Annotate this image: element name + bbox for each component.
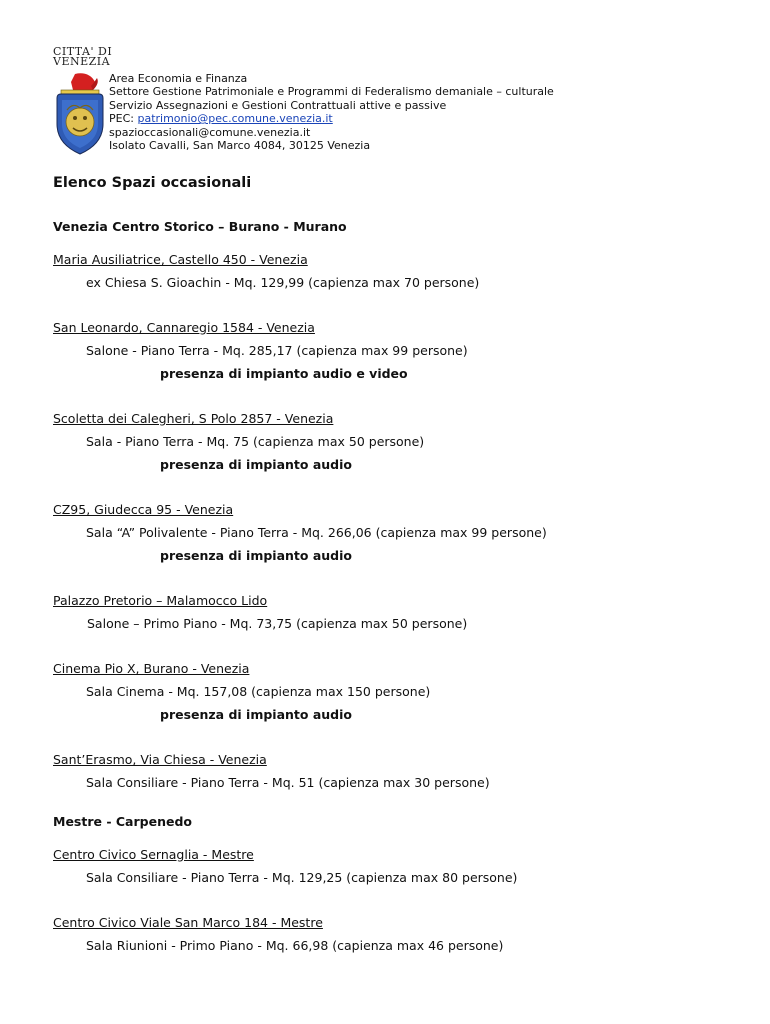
pec-label: PEC: bbox=[109, 112, 138, 126]
venue-feature: presenza di impianto audio bbox=[160, 457, 352, 472]
header-address: Isolato Cavalli, San Marco 4084, 30125 Venezia bbox=[109, 139, 371, 153]
venue-detail: ex Chiesa S. Gioachin - Mq. 129,99 (capienza max 70 persone) bbox=[86, 275, 480, 290]
header-line-servizio: Servizio Assegnazioni e Gestioni Contrattuali attive e passive bbox=[109, 98, 447, 112]
venue-name: San Leonardo, Cannaregio 1584 - Venezia bbox=[53, 320, 315, 335]
city-crest-icon bbox=[53, 72, 107, 156]
venue-detail: Sala Cinema - Mq. 157,08 (capienza max 150 persone) bbox=[86, 684, 431, 699]
venue-name: Cinema Pio X, Burano - Venezia bbox=[53, 661, 250, 676]
section-heading-mestre: Mestre - Carpenedo bbox=[53, 814, 192, 829]
venue-detail: Salone - Piano Terra - Mq. 285,17 (capienza max 99 persone) bbox=[86, 343, 468, 358]
header-pec bbox=[109, 112, 554, 125]
venue-name: CZ95, Giudecca 95 - Venezia bbox=[53, 502, 234, 517]
venue-detail: Sala - Piano Terra - Mq. 75 (capienza max 50 persone) bbox=[86, 434, 425, 449]
logo-line-2: VENEZIA bbox=[53, 55, 111, 68]
venue-feature: presenza di impianto audio bbox=[160, 707, 352, 722]
venue-feature: presenza di impianto audio bbox=[160, 548, 352, 563]
venue-name: Centro Civico Viale San Marco 184 - Mestre bbox=[53, 915, 323, 930]
office-header bbox=[109, 72, 554, 152]
pec-email-link[interactable]: patrimonio@pec.comune.venezia.it bbox=[137, 112, 333, 126]
section-heading-venezia: Venezia Centro Storico – Burano - Murano bbox=[53, 219, 347, 234]
venue-detail: Sala Consiliare - Piano Terra - Mq. 129,25 (capienza max 80 persone) bbox=[86, 870, 518, 885]
venue-name: Maria Ausiliatrice, Castello 450 - Venezia bbox=[53, 252, 308, 267]
header-line-area: Area Economia e Finanza bbox=[109, 72, 248, 85]
venue-detail: Sala Consiliare - Piano Terra - Mq. 51 (capienza max 30 persone) bbox=[86, 775, 490, 790]
city-logo-text bbox=[53, 47, 113, 67]
header-email: spazioccasionali@comune.venezia.it bbox=[109, 125, 311, 139]
venue-detail: Sala “A” Polivalente - Piano Terra - Mq. 266,06 (capienza max 99 persone) bbox=[86, 525, 547, 540]
venue-name: Palazzo Pretorio – Malamocco Lido bbox=[53, 593, 268, 608]
logo-line-1: CITTA' DI bbox=[53, 45, 113, 58]
venue-detail: Salone – Primo Piano - Mq. 73,75 (capienza max 50 persone) bbox=[87, 616, 468, 631]
venue-feature: presenza di impianto audio e video bbox=[160, 366, 408, 381]
venue-name: Sant’Erasmo, Via Chiesa - Venezia bbox=[53, 752, 267, 767]
header-line-settore: Settore Gestione Patrimoniale e Programmi di Federalismo demaniale – culturale bbox=[109, 85, 554, 99]
venue-detail: Sala Riunioni - Primo Piano - Mq. 66,98 (capienza max 46 persone) bbox=[86, 938, 504, 953]
venue-name: Centro Civico Sernaglia - Mestre bbox=[53, 847, 254, 862]
page-title: Elenco Spazi occasionali bbox=[53, 175, 252, 191]
venue-name: Scoletta dei Calegheri, S Polo 2857 - Venezia bbox=[53, 411, 334, 426]
